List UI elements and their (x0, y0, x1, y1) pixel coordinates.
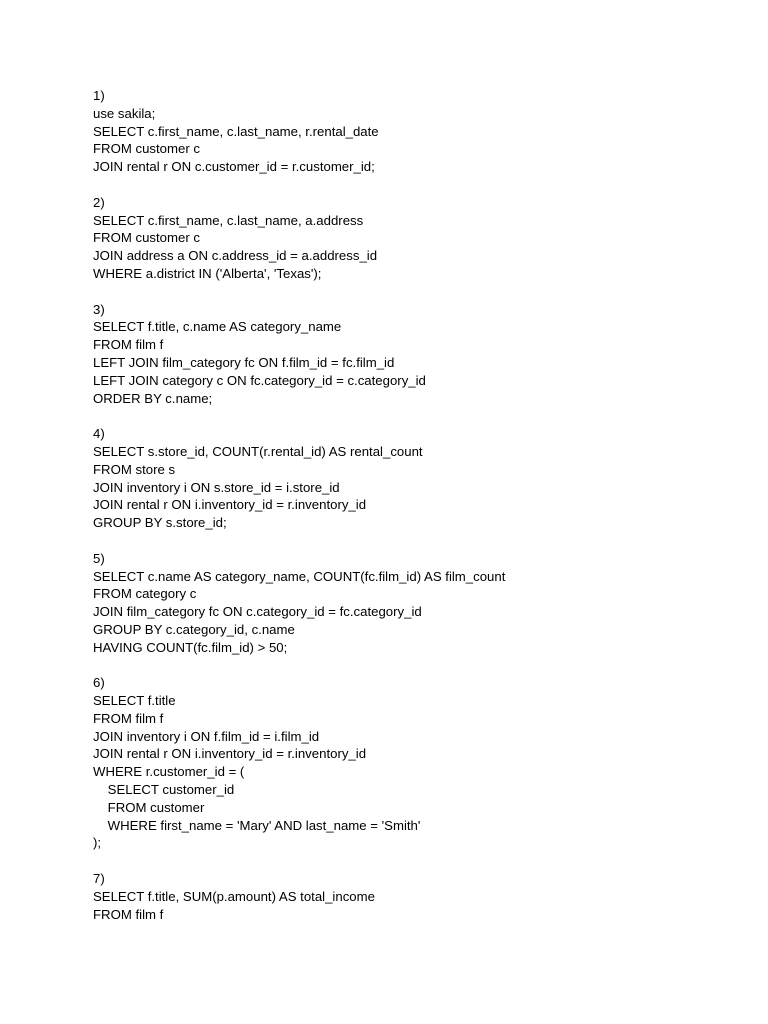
blank-line (93, 283, 713, 301)
code-line: WHERE r.customer_id = ( (93, 764, 245, 780)
code-line: GROUP BY c.category_id, c.name (93, 621, 295, 637)
code-line: WHERE first_name = 'Mary' AND last_name = 'Smith' (93, 817, 421, 833)
code-line: LEFT JOIN category c ON fc.category_id = c.category_id (93, 372, 426, 388)
question-number: 3) (93, 301, 105, 317)
code-line: SELECT f.title, SUM(p.amount) AS total_income (93, 888, 375, 904)
code-line: SELECT s.store_id, COUNT(r.rental_id) AS rental_count (93, 443, 423, 459)
question-number: 6) (93, 675, 105, 691)
code-line: HAVING COUNT(fc.film_id) > 50; (93, 639, 288, 655)
code-line: JOIN address a ON c.address_id = a.address_id (93, 248, 378, 264)
code-line: SELECT c.first_name, c.last_name, r.rental_date (93, 123, 379, 139)
code-line: SELECT c.first_name, c.last_name, a.address (93, 212, 364, 228)
code-line: SELECT c.name AS category_name, COUNT(fc.film_id) AS film_count (93, 568, 506, 584)
code-line: FROM customer c (93, 141, 200, 157)
code-line: GROUP BY s.store_id; (93, 515, 227, 531)
blank-line (93, 176, 713, 194)
code-line: WHERE a.district IN ('Alberta', 'Texas'); (93, 265, 322, 281)
code-line: JOIN inventory i ON f.film_id = i.film_id (93, 728, 320, 744)
code-line: SELECT f.title, c.name AS category_name (93, 319, 342, 335)
code-line: JOIN rental r ON i.inventory_id = r.inventory_id (93, 497, 367, 513)
code-line: FROM film f (93, 337, 164, 353)
code-line: FROM film f (93, 906, 164, 922)
code-line: LEFT JOIN film_category fc ON f.film_id = fc.film_id (93, 354, 395, 370)
code-line: FROM film f (93, 710, 164, 726)
question-number: 1) (93, 88, 105, 103)
code-line: FROM customer c (93, 230, 200, 246)
blank-line (93, 852, 713, 870)
code-line: FROM category c (93, 586, 197, 602)
code-line: use sakila; (93, 105, 156, 121)
blank-line (93, 657, 713, 675)
question-number: 4) (93, 426, 105, 442)
question-number: 5) (93, 550, 105, 566)
question-number: 2) (93, 194, 105, 210)
code-line: SELECT customer_id (93, 782, 235, 798)
blank-line (93, 532, 713, 550)
document-body (93, 87, 713, 923)
code-line: FROM customer (93, 799, 205, 815)
code-line: ); (93, 835, 102, 851)
code-line: JOIN film_category fc ON c.category_id = fc.category_id (93, 604, 422, 620)
question-number: 7) (93, 871, 105, 887)
code-line: JOIN inventory i ON s.store_id = i.store_id (93, 479, 340, 495)
code-line: JOIN rental r ON c.customer_id = r.customer_id; (93, 159, 375, 175)
code-line: SELECT f.title (93, 693, 176, 709)
code-line: JOIN rental r ON i.inventory_id = r.inventory_id (93, 746, 367, 762)
code-line: ORDER BY c.name; (93, 390, 213, 406)
blank-line (93, 407, 713, 425)
code-line: FROM store s (93, 461, 176, 477)
